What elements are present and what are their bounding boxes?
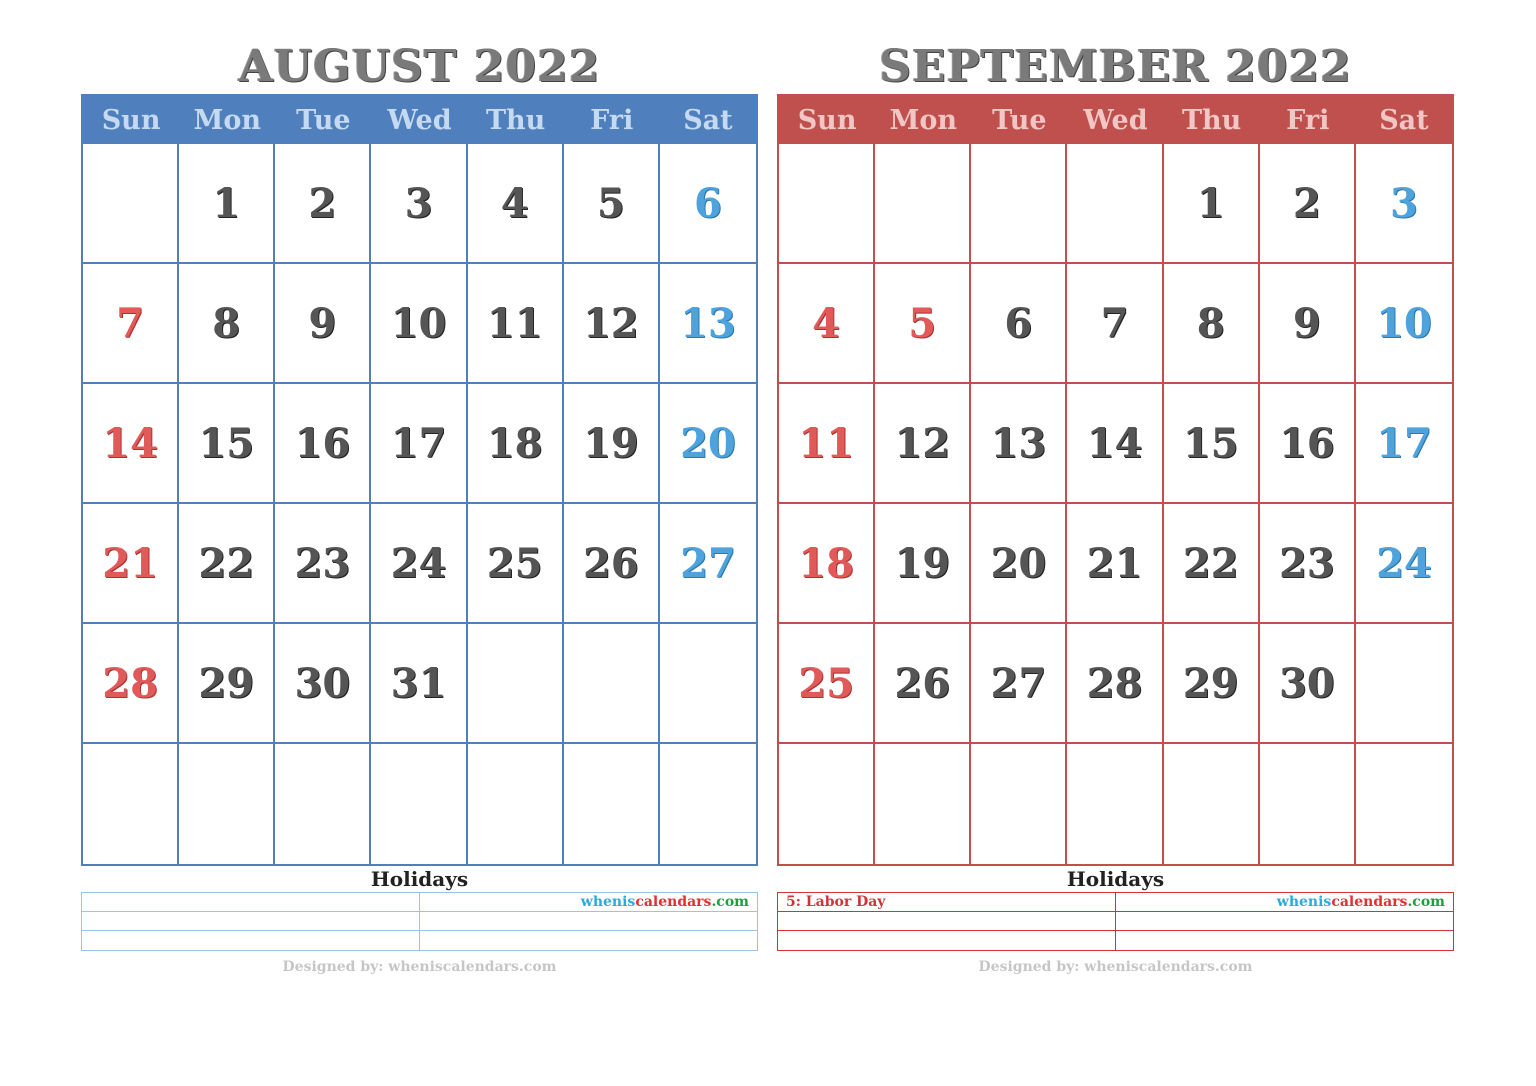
weekday-header-sat: Sat xyxy=(1356,96,1452,144)
day-cell: 14 xyxy=(83,384,179,504)
day-cell: 31 xyxy=(371,624,467,744)
holidays-table xyxy=(81,892,758,951)
weekday-header-tue: Tue xyxy=(971,96,1067,144)
holidays-title: Holidays xyxy=(1066,867,1165,891)
day-cell: 22 xyxy=(1164,504,1260,624)
day-cell: 5 xyxy=(564,144,660,264)
holidays-table xyxy=(777,892,1454,951)
empty-day-cell xyxy=(1356,744,1452,864)
day-cell: 10 xyxy=(1356,264,1452,384)
empty-day-cell xyxy=(1067,744,1163,864)
day-cell: 28 xyxy=(1067,624,1163,744)
month-title: SEPTEMBER 2022 xyxy=(879,41,1352,92)
empty-day-cell xyxy=(660,744,756,864)
brand-logo xyxy=(1116,893,1454,912)
day-cell: 16 xyxy=(1260,384,1356,504)
empty-day-cell xyxy=(564,624,660,744)
empty-day-cell xyxy=(83,144,179,264)
day-cell: 12 xyxy=(564,264,660,384)
day-cell: 23 xyxy=(1260,504,1356,624)
day-cell: 22 xyxy=(179,504,275,624)
day-cell: 4 xyxy=(468,144,564,264)
calendar-august xyxy=(81,40,758,975)
holiday-entry xyxy=(778,912,1116,931)
day-cell: 30 xyxy=(1260,624,1356,744)
day-cell: 29 xyxy=(1164,624,1260,744)
day-cell: 26 xyxy=(564,504,660,624)
day-cell: 23 xyxy=(275,504,371,624)
day-cell: 11 xyxy=(468,264,564,384)
day-cell: 16 xyxy=(275,384,371,504)
day-cell: 20 xyxy=(971,504,1067,624)
day-cell: 21 xyxy=(83,504,179,624)
empty-day-cell xyxy=(179,744,275,864)
empty-day-cell xyxy=(875,144,971,264)
brand-logo xyxy=(420,893,758,912)
weekday-header-mon: Mon xyxy=(179,96,275,144)
day-cell: 27 xyxy=(971,624,1067,744)
day-cell: 24 xyxy=(371,504,467,624)
weekday-header-sun: Sun xyxy=(83,96,179,144)
day-cell: 8 xyxy=(1164,264,1260,384)
empty-day-cell xyxy=(971,744,1067,864)
day-cell: 2 xyxy=(1260,144,1356,264)
day-cell: 21 xyxy=(1067,504,1163,624)
day-cell: 18 xyxy=(779,504,875,624)
day-cell: 6 xyxy=(971,264,1067,384)
day-cell: 9 xyxy=(275,264,371,384)
day-cell: 20 xyxy=(660,384,756,504)
holiday-entry xyxy=(82,931,420,950)
holiday-entry xyxy=(82,912,420,931)
day-cell: 4 xyxy=(779,264,875,384)
day-cell: 10 xyxy=(371,264,467,384)
empty-day-cell xyxy=(275,744,371,864)
holiday-notes xyxy=(420,931,758,950)
empty-day-cell xyxy=(371,744,467,864)
empty-day-cell xyxy=(875,744,971,864)
day-cell: 11 xyxy=(779,384,875,504)
holiday-entry: 5: Labor Day xyxy=(778,893,1116,912)
day-cell: 27 xyxy=(660,504,756,624)
day-cell: 30 xyxy=(275,624,371,744)
empty-day-cell xyxy=(564,744,660,864)
day-cell: 1 xyxy=(1164,144,1260,264)
holiday-entry xyxy=(82,893,420,912)
brand-part-2: calendars xyxy=(635,894,712,910)
day-cell: 17 xyxy=(371,384,467,504)
day-cell: 13 xyxy=(660,264,756,384)
weekday-header-wed: Wed xyxy=(1067,96,1163,144)
day-cell: 7 xyxy=(1067,264,1163,384)
day-cell: 25 xyxy=(779,624,875,744)
day-cell: 9 xyxy=(1260,264,1356,384)
day-cell: 13 xyxy=(971,384,1067,504)
empty-day-cell xyxy=(660,624,756,744)
day-cell: 25 xyxy=(468,504,564,624)
empty-day-cell xyxy=(1356,624,1452,744)
day-cell: 19 xyxy=(875,504,971,624)
empty-day-cell xyxy=(83,744,179,864)
day-cell: 18 xyxy=(468,384,564,504)
holidays-title: Holidays xyxy=(370,867,469,891)
brand-part-3: .com xyxy=(711,894,749,910)
day-cell: 3 xyxy=(371,144,467,264)
empty-day-cell xyxy=(1067,144,1163,264)
empty-day-cell xyxy=(468,744,564,864)
holiday-entry xyxy=(778,931,1116,950)
day-cell: 17 xyxy=(1356,384,1452,504)
weekday-header-wed: Wed xyxy=(371,96,467,144)
empty-day-cell xyxy=(1260,744,1356,864)
weekday-header-fri: Fri xyxy=(1260,96,1356,144)
calendar-september xyxy=(777,40,1454,975)
weekday-header-fri: Fri xyxy=(564,96,660,144)
day-cell: 28 xyxy=(83,624,179,744)
weekday-header-sat: Sat xyxy=(660,96,756,144)
designer-credit: Designed by: wheniscalendars.com xyxy=(282,959,557,975)
weekday-header-sun: Sun xyxy=(779,96,875,144)
day-cell: 7 xyxy=(83,264,179,384)
day-cell: 6 xyxy=(660,144,756,264)
day-cell: 8 xyxy=(179,264,275,384)
brand-part-1: whenis xyxy=(1276,894,1332,910)
holiday-notes xyxy=(1116,931,1454,950)
day-cell: 5 xyxy=(875,264,971,384)
holiday-notes xyxy=(1116,912,1454,931)
day-cell: 14 xyxy=(1067,384,1163,504)
empty-day-cell xyxy=(779,744,875,864)
weekday-header-mon: Mon xyxy=(875,96,971,144)
brand-part-2: calendars xyxy=(1331,894,1408,910)
day-cell: 15 xyxy=(179,384,275,504)
day-cell: 3 xyxy=(1356,144,1452,264)
weekday-header-thu: Thu xyxy=(468,96,564,144)
empty-day-cell xyxy=(468,624,564,744)
weekday-header-thu: Thu xyxy=(1164,96,1260,144)
calendar-grid xyxy=(777,94,1454,866)
day-cell: 24 xyxy=(1356,504,1452,624)
empty-day-cell xyxy=(971,144,1067,264)
day-cell: 12 xyxy=(875,384,971,504)
empty-day-cell xyxy=(779,144,875,264)
holiday-notes xyxy=(420,912,758,931)
weekday-header-tue: Tue xyxy=(275,96,371,144)
day-cell: 15 xyxy=(1164,384,1260,504)
brand-part-1: whenis xyxy=(580,894,636,910)
month-title: AUGUST 2022 xyxy=(238,41,601,92)
empty-day-cell xyxy=(1164,744,1260,864)
day-cell: 2 xyxy=(275,144,371,264)
designer-credit: Designed by: wheniscalendars.com xyxy=(978,959,1253,975)
calendar-grid xyxy=(81,94,758,866)
day-cell: 19 xyxy=(564,384,660,504)
day-cell: 29 xyxy=(179,624,275,744)
day-cell: 1 xyxy=(179,144,275,264)
day-cell: 26 xyxy=(875,624,971,744)
brand-part-3: .com xyxy=(1407,894,1445,910)
